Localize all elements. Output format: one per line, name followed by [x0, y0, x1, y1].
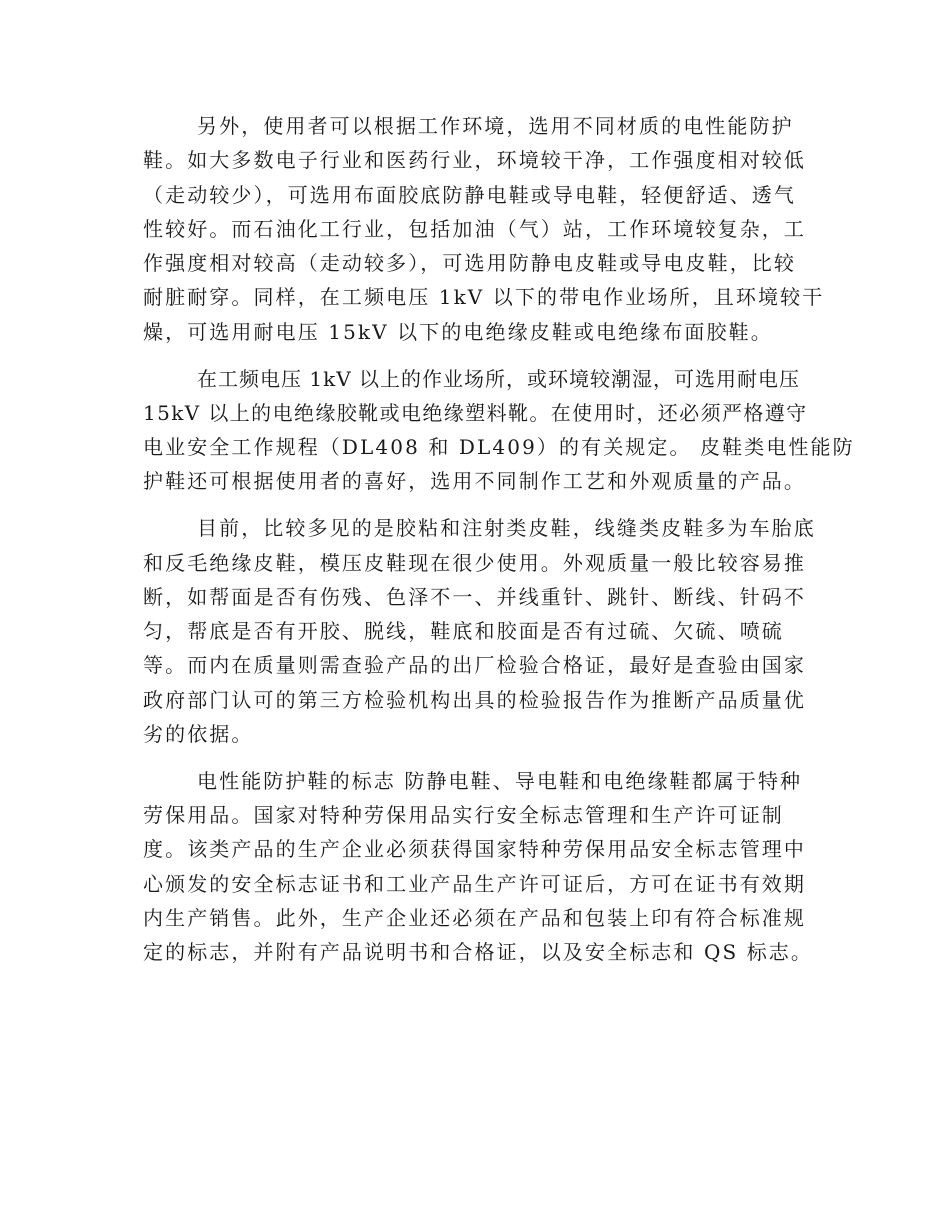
text-line: 劳保用品。国家对特种劳保用品实行安全标志管理和生产许可证制: [143, 803, 784, 828]
text-line: 护鞋还可根据使用者的喜好，选用不同制作工艺和外观质量的产品。: [143, 469, 806, 494]
paragraph-2: [143, 362, 855, 499]
text-line: （走动较少），可选用布面胶底防静电鞋或导电鞋，轻便舒适、透气: [143, 182, 796, 207]
text-line: 等。而内在质量则需查验产品的出厂检验合格证，最好是查验由国家: [143, 653, 806, 678]
text-line: 15kV 以上的电绝缘胶靴或电绝缘塑料靴。在使用时，还必须严格遵守: [143, 400, 808, 425]
text-line: 耐脏耐穿。同样，在工频电压 1kV 以下的带电作业场所，且环境较干: [143, 285, 825, 310]
text-line: 断，如帮面是否有伤残、色泽不一、并线重针、跳针、断线、针码不: [143, 584, 806, 609]
paragraph-3: [143, 511, 816, 751]
text-line: 度。该类产品的生产企业必须获得国家特种劳保用品安全标志管理中: [143, 837, 806, 862]
text-line: 劣的依据。: [143, 722, 254, 747]
text-line: 性较好。而石油化工行业，包括加油（气）站，工作环境较复杂，工: [143, 216, 806, 241]
text-line: 匀，帮底是否有开胶、脱线，鞋底和胶面是否有过硫、欠硫、喷硫: [143, 619, 784, 644]
text-line: 内生产销售。此外，生产企业还必须在产品和包装上印有符合标准规: [143, 906, 806, 931]
text-line: 燥，可选用耐电压 15kV 以下的电绝缘皮鞋或电绝缘布面胶鞋。: [143, 319, 773, 344]
text-line: 目前，比较多见的是胶粘和注射类皮鞋，线缝类皮鞋多为车胎底: [197, 516, 816, 541]
text-line: 定的标志，并附有产品说明书和合格证，以及安全标志和 QS 标志。: [143, 940, 814, 965]
paragraph-1: [143, 109, 825, 349]
text-line: 和反毛绝缘皮鞋，模压皮鞋现在很少使用。外观质量一般比较容易推: [143, 550, 806, 575]
paragraph-4: [143, 764, 814, 970]
text-line: 作强度相对较高（走动较多），可选用防静电皮鞋或导电皮鞋，比较: [143, 251, 796, 276]
text-line: 政府部门认可的第三方检验机构出具的检验报告作为推断产品质量优: [143, 687, 806, 712]
text-line: 电性能防护鞋的标志 防静电鞋、导电鞋和电绝缘鞋都属于特种: [197, 768, 803, 793]
text-line: 另外，使用者可以根据工作环境，选用不同材质的电性能防护: [197, 114, 794, 138]
text-line: 电业安全工作规程（DL408 和 DL409）的有关规定。 皮鞋类电性能防: [143, 435, 855, 460]
text-line: 心颁发的安全标志证书和工业产品生产许可证后，方可在证书有效期: [143, 871, 806, 896]
text-line: 鞋。如大多数电子行业和医药行业，环境较干净，工作强度相对较低: [143, 148, 806, 173]
document-body: [143, 109, 855, 982]
text-line: 在工频电压 1kV 以上的作业场所，或环境较潮湿，可选用耐电压: [197, 366, 801, 391]
